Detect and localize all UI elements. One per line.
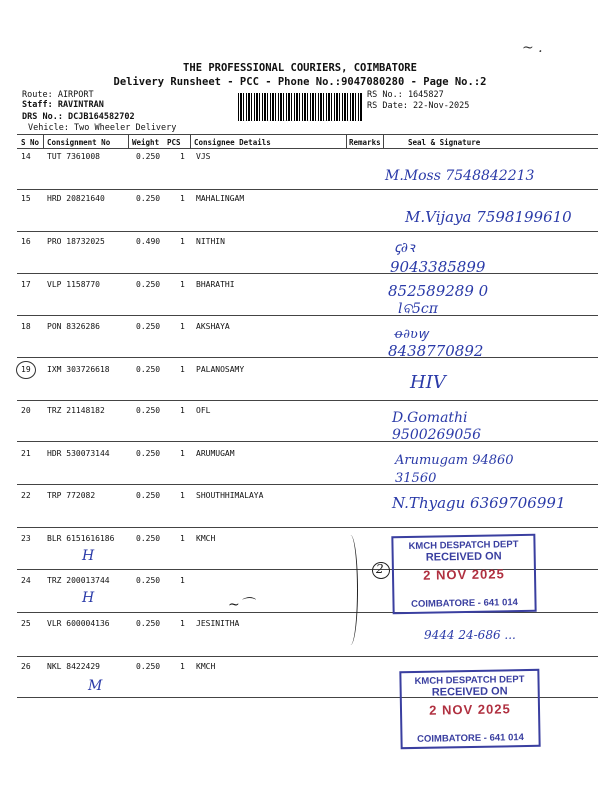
row-consignee: OFL — [196, 406, 211, 415]
row-consignee: JESINITHA — [196, 619, 240, 628]
row-consignment: BLR 6151616186 — [47, 534, 115, 543]
signature-16: 9043385899 — [390, 258, 486, 276]
mark-row-26: M — [88, 678, 103, 694]
vehicle: Vehicle: Two Wheeler Delivery — [28, 123, 177, 133]
signature-18: 8438770892 — [388, 342, 484, 360]
signature-17b: lବ5ϲπ — [398, 301, 438, 317]
received-stamp — [391, 534, 536, 615]
row-weight: 0.250 — [136, 619, 161, 628]
row-consignment: TRP 772082 — [47, 491, 96, 500]
tamil-signature-16: ꞔ∂ꝛ — [394, 240, 415, 256]
received-stamp — [399, 669, 540, 749]
drs-number: DRS No.: DCJB164582702 — [22, 112, 135, 122]
row-consignee: ARUMUGAM — [196, 449, 235, 458]
row-sno: 21 — [21, 449, 31, 458]
row-pcs: 1 — [180, 152, 185, 161]
signature-14: M.Moss 7548842213 — [385, 168, 535, 184]
row-consignment: IXM 303726618 — [47, 365, 110, 374]
company-title: THE PROFESSIONAL COURIERS, COIMBATORE — [183, 62, 417, 74]
header-bottom-border — [17, 148, 598, 149]
signature-25: 9444 24-686 ... — [424, 628, 516, 642]
row-divider — [17, 189, 598, 190]
row-pcs: 1 — [180, 365, 185, 374]
row-weight: 0.250 — [136, 449, 161, 458]
row-consignee: VJS — [196, 152, 211, 161]
row-pcs: 1 — [180, 237, 185, 246]
row-consignment: HRD 20821640 — [47, 194, 105, 203]
scribble-mark: ~⌒ — [228, 597, 254, 613]
row-sno: 26 — [21, 662, 31, 671]
stamp-received-on: RECEIVED ON — [431, 685, 508, 699]
row-divider — [17, 273, 598, 274]
row-weight: 0.250 — [136, 322, 161, 331]
mark-row-24: H — [82, 590, 95, 606]
row-consignee: KMCH — [196, 662, 216, 671]
header-pcs: PCS — [167, 138, 181, 147]
row-consignment: PON 8326286 — [47, 322, 100, 331]
circle-mark — [372, 562, 390, 579]
row-pcs: 1 — [180, 619, 185, 628]
row-sno: 23 — [21, 534, 31, 543]
row-sno: 22 — [21, 491, 31, 500]
row-weight: 0.250 — [136, 662, 161, 671]
row-consignment: PRO 18732025 — [47, 237, 105, 246]
row-sno: 24 — [21, 576, 31, 585]
row-sno: 15 — [21, 194, 31, 203]
rs-number: RS No.: 1645827 — [367, 90, 444, 100]
row-consignee: NITHIN — [196, 237, 225, 246]
row-weight: 0.250 — [136, 194, 161, 203]
signature-22: N.Thyagu 6369706991 — [392, 494, 566, 512]
row-consignee: BHARATHI — [196, 280, 235, 289]
row-sno: 16 — [21, 237, 31, 246]
row-consignment: TRZ 21148182 — [47, 406, 105, 415]
row-divider — [17, 231, 598, 232]
signature-19: HIV — [410, 372, 446, 393]
header-sno: S No — [21, 138, 40, 147]
header-weight: Weight — [132, 138, 160, 147]
row-divider — [17, 656, 598, 657]
stamp-city: COIMBATORE - 641 014 — [417, 732, 525, 745]
row-divider — [17, 527, 598, 528]
row-weight: 0.250 — [136, 534, 161, 543]
row-consignment: TUT 7361008 — [47, 152, 100, 161]
row-sno: 17 — [21, 280, 31, 289]
row-pcs: 1 — [180, 662, 185, 671]
row-consignment: HDR 530073144 — [47, 449, 110, 458]
row-divider — [17, 315, 598, 316]
col-divider — [43, 134, 44, 148]
row-sno: 18 — [21, 322, 31, 331]
bracket-mark — [343, 535, 358, 645]
row-sno: 25 — [21, 619, 31, 628]
row-pcs: 1 — [180, 491, 185, 500]
col-divider — [190, 134, 191, 148]
row-pcs: 1 — [180, 534, 185, 543]
signature-17: 852589289 0 — [388, 282, 489, 300]
stamp-dept: KMCH DESPATCH DEPT — [408, 539, 519, 552]
rs-date: RS Date: 22-Nov-2025 — [367, 101, 470, 111]
row-divider — [17, 357, 598, 358]
row-weight: 0.250 — [136, 280, 161, 289]
row-consignment: VLR 600004136 — [47, 619, 110, 628]
signature-21: Arumugam 94860 31560 — [395, 453, 514, 486]
stamp-dept: KMCH DESPATCH DEPT — [414, 674, 525, 687]
signature-20: D.Gomathi 9500269056 — [392, 410, 482, 443]
row-divider — [17, 400, 598, 401]
row-pcs: 1 — [180, 194, 185, 203]
circled-number-mark: 2 — [376, 562, 384, 576]
row-pcs: 1 — [180, 322, 185, 331]
row-weight: 0.250 — [136, 491, 161, 500]
row-consignee: PALANOSAMY — [196, 365, 245, 374]
row-consignee: AKSHAYA — [196, 322, 230, 331]
route: Route: AIRPORT — [22, 90, 94, 100]
row-sno: 19 — [21, 365, 31, 374]
stamp-city: COIMBATORE - 641 014 — [411, 597, 519, 610]
row-consignee: SHOUTHHIMALAYA — [196, 491, 264, 500]
stamp-date: 2 NOV 2025 — [429, 701, 511, 718]
header-consignee: Consignee Details — [194, 138, 271, 147]
row-pcs: 1 — [180, 280, 185, 289]
row-pcs: 1 — [180, 576, 185, 585]
row-weight: 0.250 — [136, 406, 161, 415]
col-divider — [346, 134, 347, 148]
row-consignment: NKL 8422429 — [47, 662, 100, 671]
runsheet-subtitle: Delivery Runsheet - PCC - Phone No.:9047080280 - Page No.:2 — [113, 76, 487, 88]
row-pcs: 1 — [180, 449, 185, 458]
row-weight: 0.490 — [136, 237, 161, 246]
row-pcs: 1 — [180, 406, 185, 415]
row-sno: 20 — [21, 406, 31, 415]
row-weight: 0.250 — [136, 365, 161, 374]
signature-15: M.Vijaya 7598199610 — [405, 208, 572, 226]
header-consignment: Consignment No — [47, 138, 111, 147]
col-divider — [383, 134, 384, 148]
col-divider — [128, 134, 129, 148]
stamp-date: 2 NOV 2025 — [423, 566, 505, 583]
corner-scribble: ~ . — [522, 40, 543, 56]
staff: Staff: RAVINTRAN — [22, 100, 104, 110]
header-remarks: Remarks — [349, 138, 381, 147]
row-weight: 0.250 — [136, 576, 161, 585]
header-seal-signature: Seal & Signature — [408, 138, 481, 147]
row-consignee: MAHALINGAM — [196, 194, 245, 203]
row-weight: 0.250 — [136, 152, 161, 161]
mark-row-23: H — [82, 548, 95, 564]
barcode — [238, 93, 363, 121]
table-top-border — [17, 134, 598, 135]
row-sno: 14 — [21, 152, 31, 161]
stamp-received-on: RECEIVED ON — [425, 550, 502, 564]
row-consignment: TRZ 200013744 — [47, 576, 110, 585]
tamil-signature-18: ꝋ∂ʋꝡ — [394, 327, 428, 342]
row-consignee: KMCH — [196, 534, 216, 543]
row-consignment: VLP 1158770 — [47, 280, 100, 289]
